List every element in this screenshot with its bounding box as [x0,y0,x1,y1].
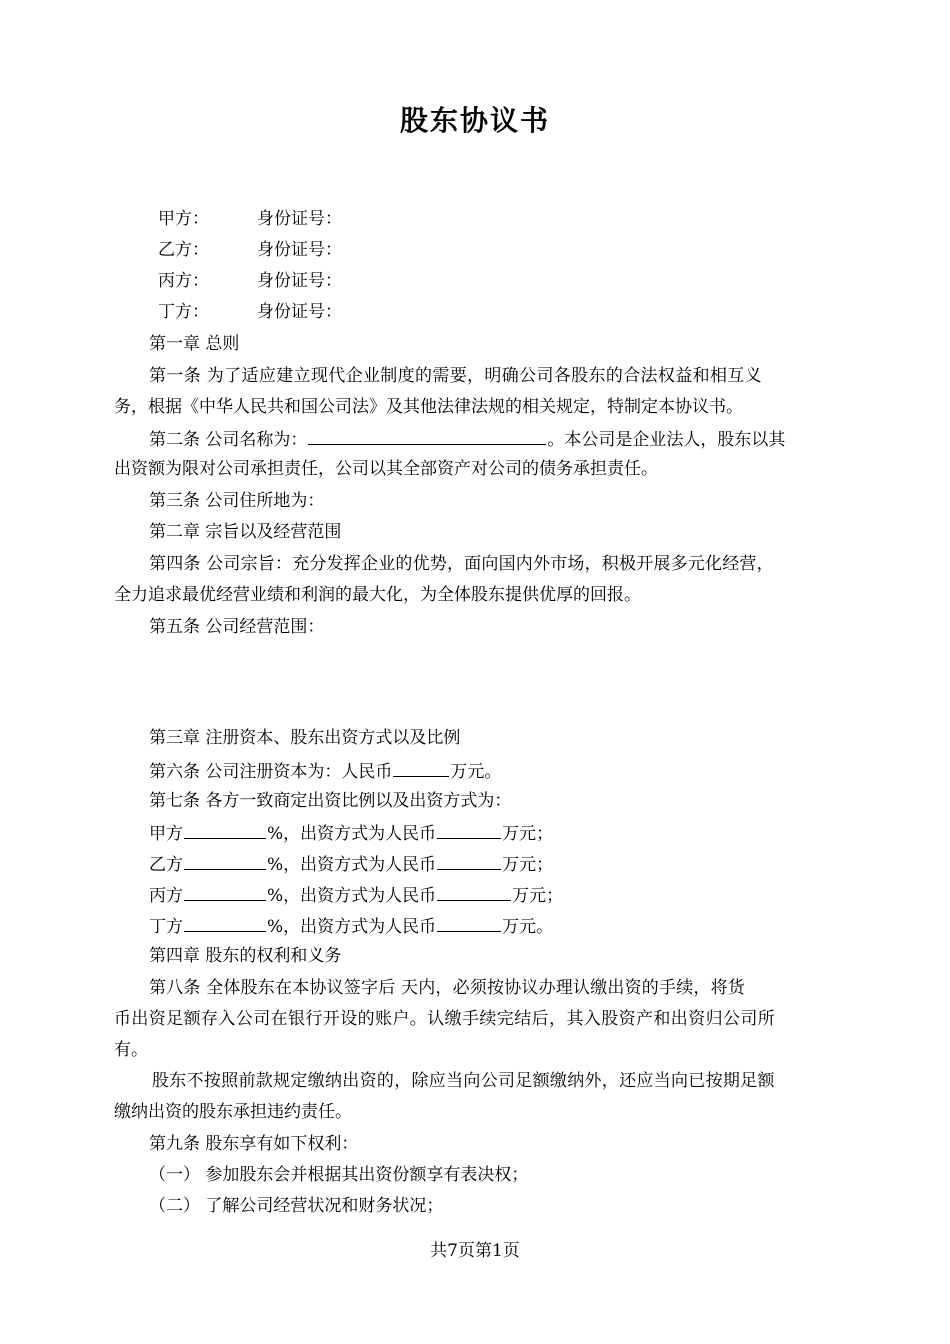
id-number-label: 身份证号： [257,240,342,260]
article-line: 第三条 公司住所地为： [149,491,325,511]
ratio-blank [184,883,266,901]
document-title: 股东协议书 [399,104,550,137]
party-name: 甲方 [149,824,183,844]
page-number: 共7页第1页 [430,1241,520,1261]
article-text: 第六条 公司注册资本为：人民币 [149,762,393,782]
party-name: 乙方 [149,855,183,875]
contribution-end: 万元； [502,855,554,875]
paragraph-line: 缴纳出资的股东承担违约责任。 [114,1102,352,1122]
contribution-row [149,852,553,876]
id-number-label: 身份证号： [257,209,342,229]
id-number-label: 身份证号： [257,302,342,322]
contribution-row [149,821,553,845]
ratio-blank [184,821,266,839]
chapter-heading: 第三章 注册资本、股东出资方式以及比例 [149,728,461,748]
list-item: （一） 参加股东会并根据其出资份额享有表决权； [149,1165,529,1185]
paragraph-line: 股东不按照前款规定缴纳出资的，除应当向公司足额缴纳外，还应当向已按期足额 [152,1071,775,1091]
article-line: 务，根据《中华人民共和国公司法》及其他法律法规的相关规定，特制定本协议书。 [114,397,743,417]
contribution-end: 万元； [502,824,554,844]
article-text: 第二条 公司名称为： [149,430,308,450]
article-line: 第一条 为了适应建立现代企业制度的需要，明确公司各股东的合法权益和相互义 [149,366,763,386]
ratio-blank [184,852,266,870]
contribution-row [149,883,563,907]
article-line [149,759,501,783]
party-label: 丙方： [158,271,209,291]
article-text: 。本公司是企业法人，股东以其 [547,430,786,450]
article-line: 出资额为限对公司承担责任，公司以其全部资产对公司的债务承担责任。 [114,459,658,479]
article-line: 第九条 股东享有如下权利： [149,1134,359,1154]
contribution-end: 万元。 [502,917,554,937]
contribution-text: %，出资方式为人民币 [267,855,437,875]
article-line: 有。 [114,1040,148,1060]
contribution-row [149,914,553,938]
capital-amount-blank [393,759,449,777]
chapter-heading: 第四章 股东的权利和义务 [149,946,342,966]
ratio-blank [184,914,266,932]
contribution-text: %，出资方式为人民币 [267,824,437,844]
article-line [149,427,785,451]
chapter-heading: 第一章 总则 [149,334,240,354]
id-number-label: 身份证号： [257,271,342,291]
article-text: 万元。 [450,762,502,782]
party-label: 甲方： [158,209,209,229]
contribution-text: %，出资方式为人民币 [267,917,437,937]
contribution-end: 万元； [512,886,564,906]
article-line: 币出资足额存入公司在银行开设的账户。认缴手续完结后，其入股资产和出资归公司所 [114,1009,776,1029]
party-name: 丙方 [149,886,183,906]
party-label: 乙方： [158,240,209,260]
party-name: 丁方 [149,917,183,937]
chapter-heading: 第二章 宗旨以及经营范围 [149,522,342,542]
amount-blank [437,821,501,839]
amount-blank [437,914,501,932]
article-line: 第四条 公司宗旨：充分发挥企业的优势，面向国内外市场，积极开展多元化经营， [149,554,774,574]
company-name-blank [308,427,546,445]
article-line: 第七条 各方一致商定出资比例以及出资方式为： [149,791,512,811]
article-line: 全力追求最优经营业绩和利润的最大化，为全体股东提供优厚的回报。 [114,585,641,605]
article-line: 第五条 公司经营范围： [149,617,325,637]
contribution-text: %，出资方式为人民币 [267,886,437,906]
party-label: 丁方： [158,302,209,322]
amount-blank [437,852,501,870]
list-item: （二） 了解公司经营状况和财务状况； [149,1196,444,1216]
amount-blank [437,883,511,901]
article-line: 第八条 全体股东在本协议签字后 天内，必须按协议办理认缴出资的手续，将货 [149,978,746,998]
